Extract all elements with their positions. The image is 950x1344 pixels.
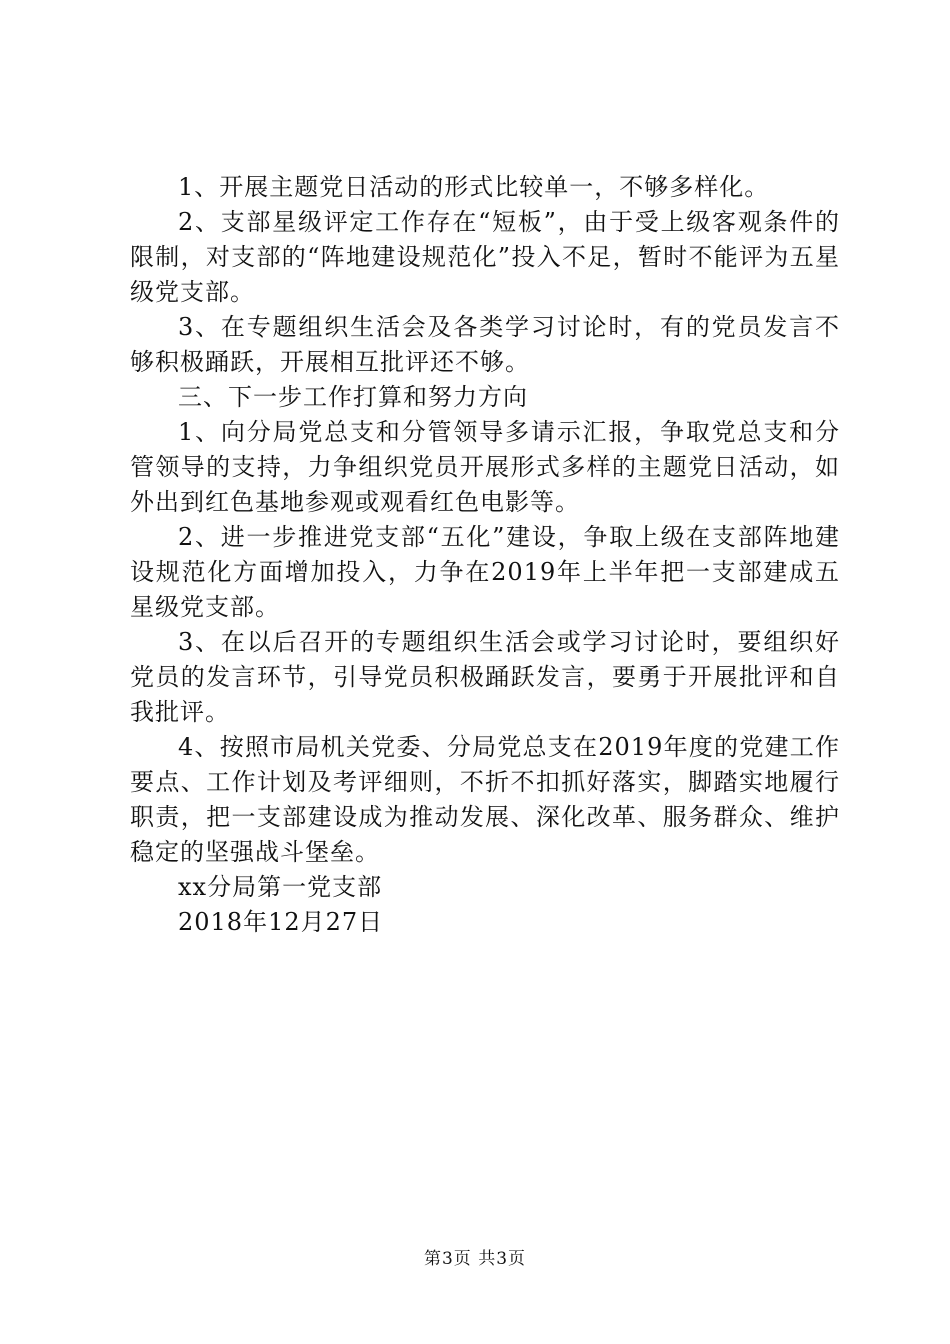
paragraph-problem-1: 1、开展主题党日活动的形式比较单一，不够多样化。: [178, 173, 770, 201]
paragraph-problem-2: 2、支部星级评定工作存在“短板”，由于受上级客观条件的限制，对支部的“阵地建设规范化”投入不足，暂时不能评为五星级党支部。: [130, 208, 840, 306]
page-number: 第3页 共3页: [423, 1249, 527, 1269]
paragraph-plan-2: 2、进一步推进党支部“五化”建设，争取上级在支部阵地建设规范化方面增加投入，力争在2019年上半年把一支部建成五星级党支部。: [130, 523, 840, 621]
paragraph-plan-3: 3、在以后召开的专题组织生活会或学习讨论时，要组织好党员的发言环节，引导党员积极踊跃发言，要勇于开展批评和自我批评。: [130, 628, 840, 726]
paragraph-plan-1: 1、向分局党总支和分管领导多请示汇报，争取党总支和分管领导的支持，力争组织党员开展形式多样的主题党日活动，如外出到红色基地参观或观看红色电影等。: [130, 418, 840, 516]
paragraph-problem-3: 3、在专题组织生活会及各类学习讨论时，有的党员发言不够积极踊跃，开展相互批评还不够。: [130, 313, 840, 376]
signature-organization: xx分局第一党支部: [178, 873, 383, 901]
paragraph-plan-4: 4、按照市局机关党委、分局党总支在2019年度的党建工作要点、工作计划及考评细则，不折不扣抓好落实，脚踏实地履行职责，把一支部建设成为推动发展、深化改革、服务群众、维护稳定的坚强战斗堡垒。: [130, 733, 840, 866]
document-body: [130, 170, 840, 940]
signature-date: 2018年12月27日: [178, 908, 384, 936]
section-heading-next-steps: 三、下一步工作打算和努力方向: [178, 383, 528, 411]
